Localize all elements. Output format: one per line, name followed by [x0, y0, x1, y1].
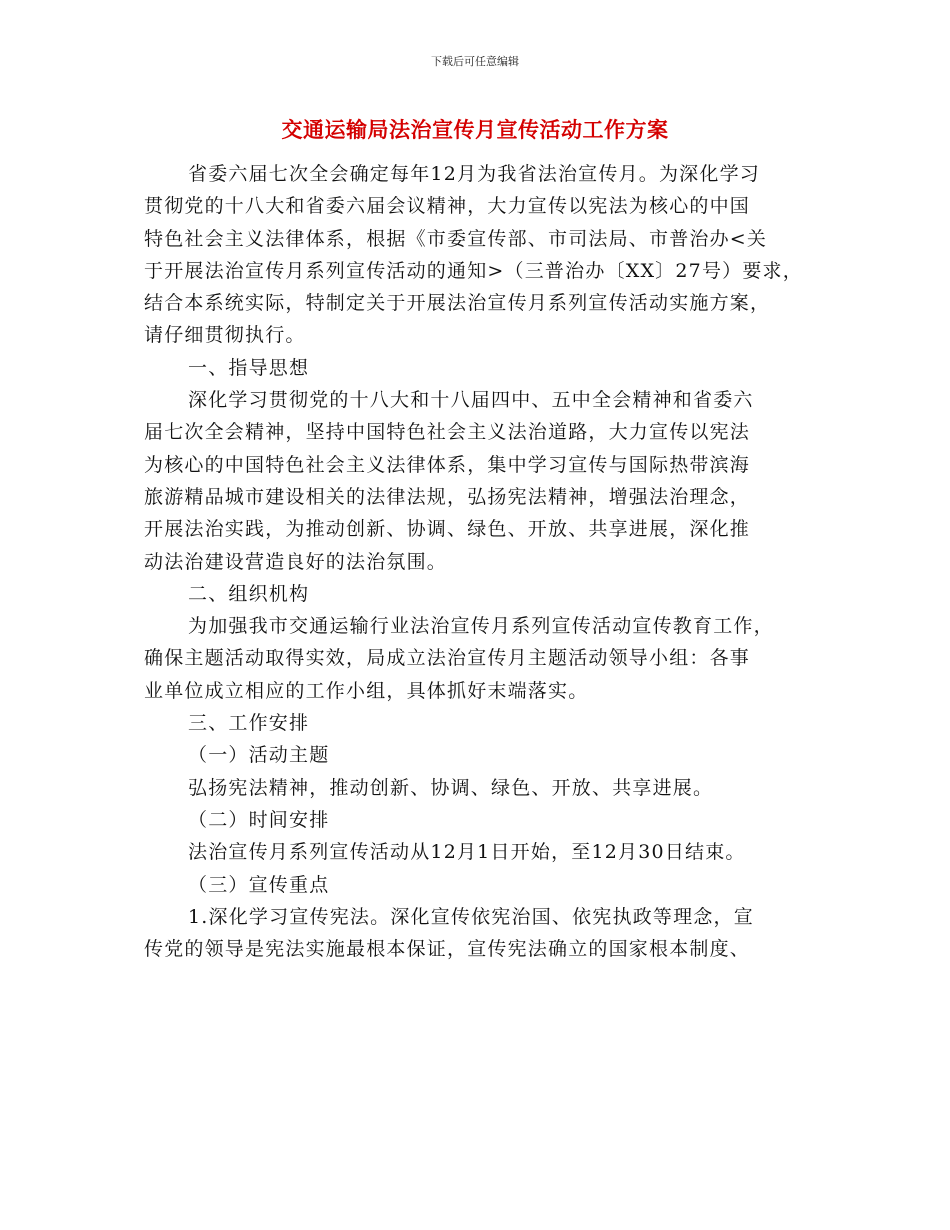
paragraph-intro	[144, 158, 824, 352]
text-line: 贯彻党的十八大和省委六届会议精神，大力宣传以宪法为核心的中国	[144, 195, 751, 218]
text-line: 为加强我市交通运输行业法治宣传月系列宣传活动宣传教育工作，	[188, 615, 774, 638]
text-line: 动法治建设营造良好的法治氛围。	[144, 550, 448, 573]
subsection-heading: （一）活动主题	[188, 744, 330, 767]
text-line: 于开展法治宣传月系列宣传活动的通知>（三普治办〔XX〕27号）要求，	[144, 259, 803, 282]
document-body	[144, 158, 824, 965]
text-line: 特色社会主义法律体系，根据《市委宣传部、市司法局、市普治办<关	[144, 227, 768, 250]
paragraph-activity-theme	[144, 772, 824, 804]
text-line: 届七次全会精神，坚持中国特色社会主义法治道路，大力宣传以宪法	[144, 421, 751, 444]
section-heading-organization	[144, 578, 824, 610]
section-heading-work-arrangement	[144, 707, 824, 739]
section-heading: 一、指导思想	[188, 356, 310, 379]
text-line: 1.深化学习宣传宪法。深化宣传依宪治国、依宪执政等理念，宣	[188, 905, 754, 928]
text-line: 确保主题活动取得实效，局成立法治宣传月主题活动领导小组：各事	[144, 647, 751, 670]
subsection-heading: （三）宣传重点	[188, 873, 330, 896]
text-line: 深化学习贯彻党的十八大和十八届四中、五中全会精神和省委六	[188, 389, 754, 412]
text-line: 传党的领导是宪法实施最根本保证，宣传宪法确立的国家根本制度、	[144, 938, 751, 961]
section-heading: 二、组织机构	[188, 582, 310, 605]
text-line: 开展法治实践，为推动创新、协调、绿色、开放、共享进展，深化推	[144, 518, 751, 541]
text-line: 省委六届七次全会确定每年12月为我省法治宣传月。为深化学习	[188, 163, 760, 185]
section-heading-guiding-ideology	[144, 352, 824, 384]
text-line: 为核心的中国特色社会主义法律体系，集中学习宣传与国际热带滨海	[144, 453, 751, 476]
document-title: 交通运输局法治宣传月宣传活动工作方案	[281, 117, 669, 142]
text-line: 弘扬宪法精神，推动创新、协调、绿色、开放、共享进展。	[188, 776, 714, 799]
paragraph-schedule	[144, 836, 824, 868]
subheading-focus	[144, 869, 824, 901]
paragraph-organization	[144, 610, 824, 707]
subsection-heading: （二）时间安排	[188, 808, 330, 831]
text-line: 业单位成立相应的工作小组，具体抓好末端落实。	[144, 679, 589, 702]
page-header-note: 下载后可任意编辑	[431, 55, 519, 68]
subheading-schedule	[144, 804, 824, 836]
section-heading: 三、工作安排	[188, 712, 310, 735]
text-line: 旅游精品城市建设相关的法律法规，弘扬宪法精神，增强法治理念，	[144, 485, 751, 508]
paragraph-guiding-ideology	[144, 384, 824, 578]
text-line: 结合本系统实际，特制定关于开展法治宣传月系列宣传活动实施方案，	[144, 292, 771, 315]
text-line: 法治宣传月系列宣传活动从12月1日开始，至12月30日结束。	[188, 841, 746, 864]
subheading-activity-theme	[144, 739, 824, 771]
paragraph-focus-constitution	[144, 901, 824, 966]
text-line: 请仔细贯彻执行。	[144, 324, 306, 347]
